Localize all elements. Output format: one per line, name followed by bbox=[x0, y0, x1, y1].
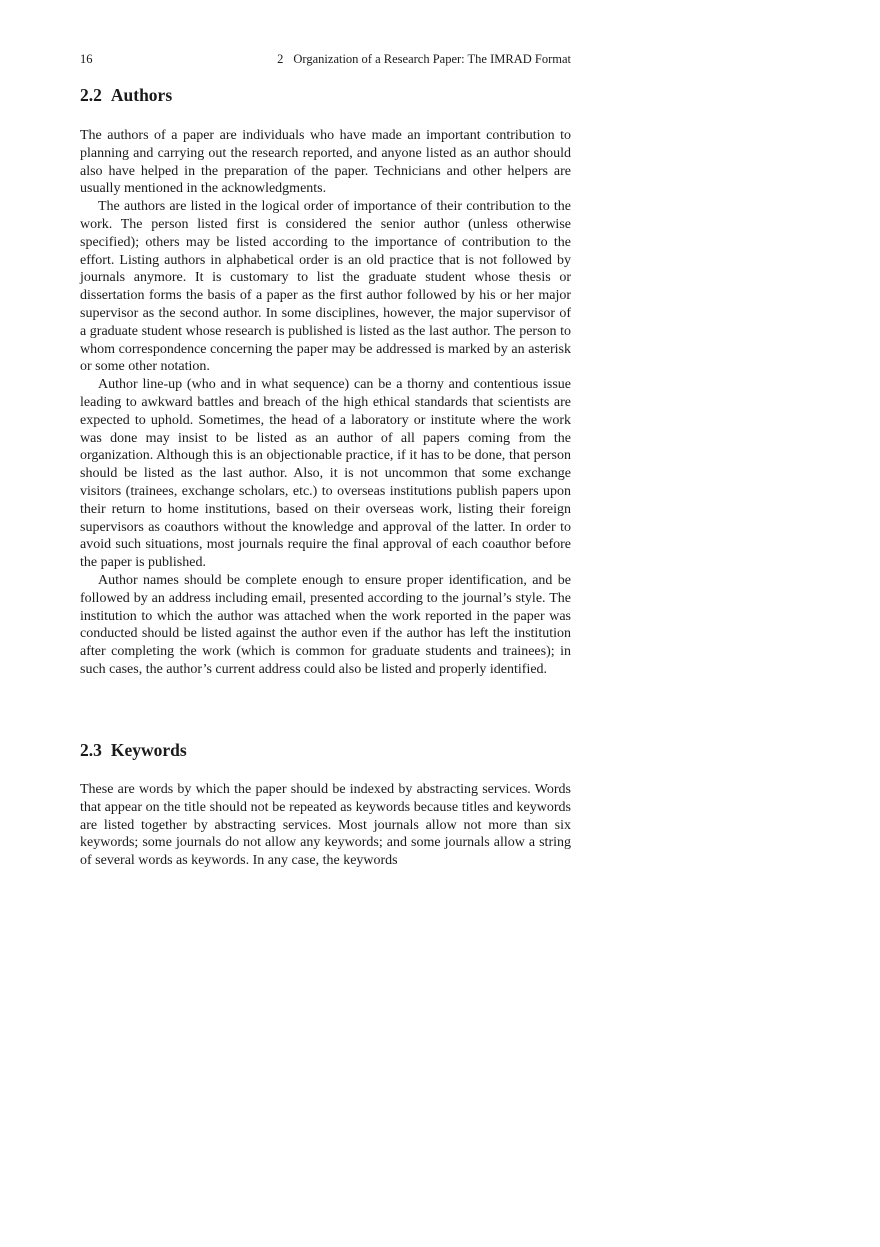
paragraph: The authors of a paper are individuals who have made an important contribution to planning and carrying out the research reported, and anyone listed as an author should also have helped in the preparation of the paper. Technicians and other helpers are usually mentioned in the acknowledgments. bbox=[80, 128, 571, 197]
section-title: Keywords bbox=[110, 740, 187, 760]
section-body-keywords bbox=[80, 781, 571, 870]
chapter-title-text: Organization of a Research Paper: The IMRAD Format bbox=[293, 52, 571, 66]
section-number: 2.3 bbox=[80, 740, 102, 760]
section-heading-authors bbox=[80, 84, 172, 106]
page-number: 16 bbox=[80, 52, 93, 66]
chapter-number: 2 bbox=[277, 52, 284, 66]
section-number: 2.2 bbox=[80, 85, 102, 105]
section-body-authors bbox=[80, 127, 571, 679]
section-title: Authors bbox=[110, 85, 173, 105]
paragraph: Author line-up (who and in what sequence) can be a thorny and contentious issue leading to awkward battles and breach of the high ethical standards that scientists are expected to uphold. Sometimes, the head of a laboratory or institute where the work was done may insist to be listed as an author of all papers coming from the organization. Although this is an objectionable practice, if it has to be done, that person should be listed as the last author. Also, it is not uncommon that some exchange visitors (trainees, exchange scholars, etc.) to overseas institutions publish papers upon their return to home institutions, based on their overseas work, listing their foreign supervisors as coauthors without the knowledge and approval of the latter. In order to avoid such situations, most journals require the final approval of each coauthor before the paper is published. bbox=[80, 377, 571, 571]
chapter-running-title bbox=[277, 51, 571, 67]
section-heading-keywords bbox=[80, 739, 187, 761]
running-head bbox=[80, 51, 571, 67]
paragraph: These are words by which the paper should be indexed by abstracting services. Words that appear on the title should not be repeated as keywords because titles and keywords are listed together by abstracting services. Most journals allow not more than six keywords; some journals do not allow any keywords; and some journals allow a string of several words as keywords. In any case, the keywords bbox=[80, 782, 571, 869]
paragraph: The authors are listed in the logical order of importance of their contribution to the work. The person listed first is considered the senior author (unless otherwise specified); others may be listed according to the importance of contribution to the effort. Listing authors in alphabetical order is an old practice that is not followed by journals anymore. It is customary to list the graduate student whose thesis or dissertation forms the basis of a paper as the first author followed by his or her major supervisor as the second author. In some disciplines, however, the major supervisor of a graduate student whose research is published is listed as the last author. The person to whom correspondence concerning the paper may be addressed is marked by an asterisk or some other notation. bbox=[80, 199, 571, 375]
paragraph: Author names should be complete enough to ensure proper identification, and be followed by an address including email, presented according to the journal’s style. The institution to which the author was attached when the work reported in the paper was conducted should be listed against the author even if the author has left the institution after completing the work (which is common for graduate students and trainees); in such cases, the author’s current address could also be listed and properly identified. bbox=[80, 572, 571, 677]
